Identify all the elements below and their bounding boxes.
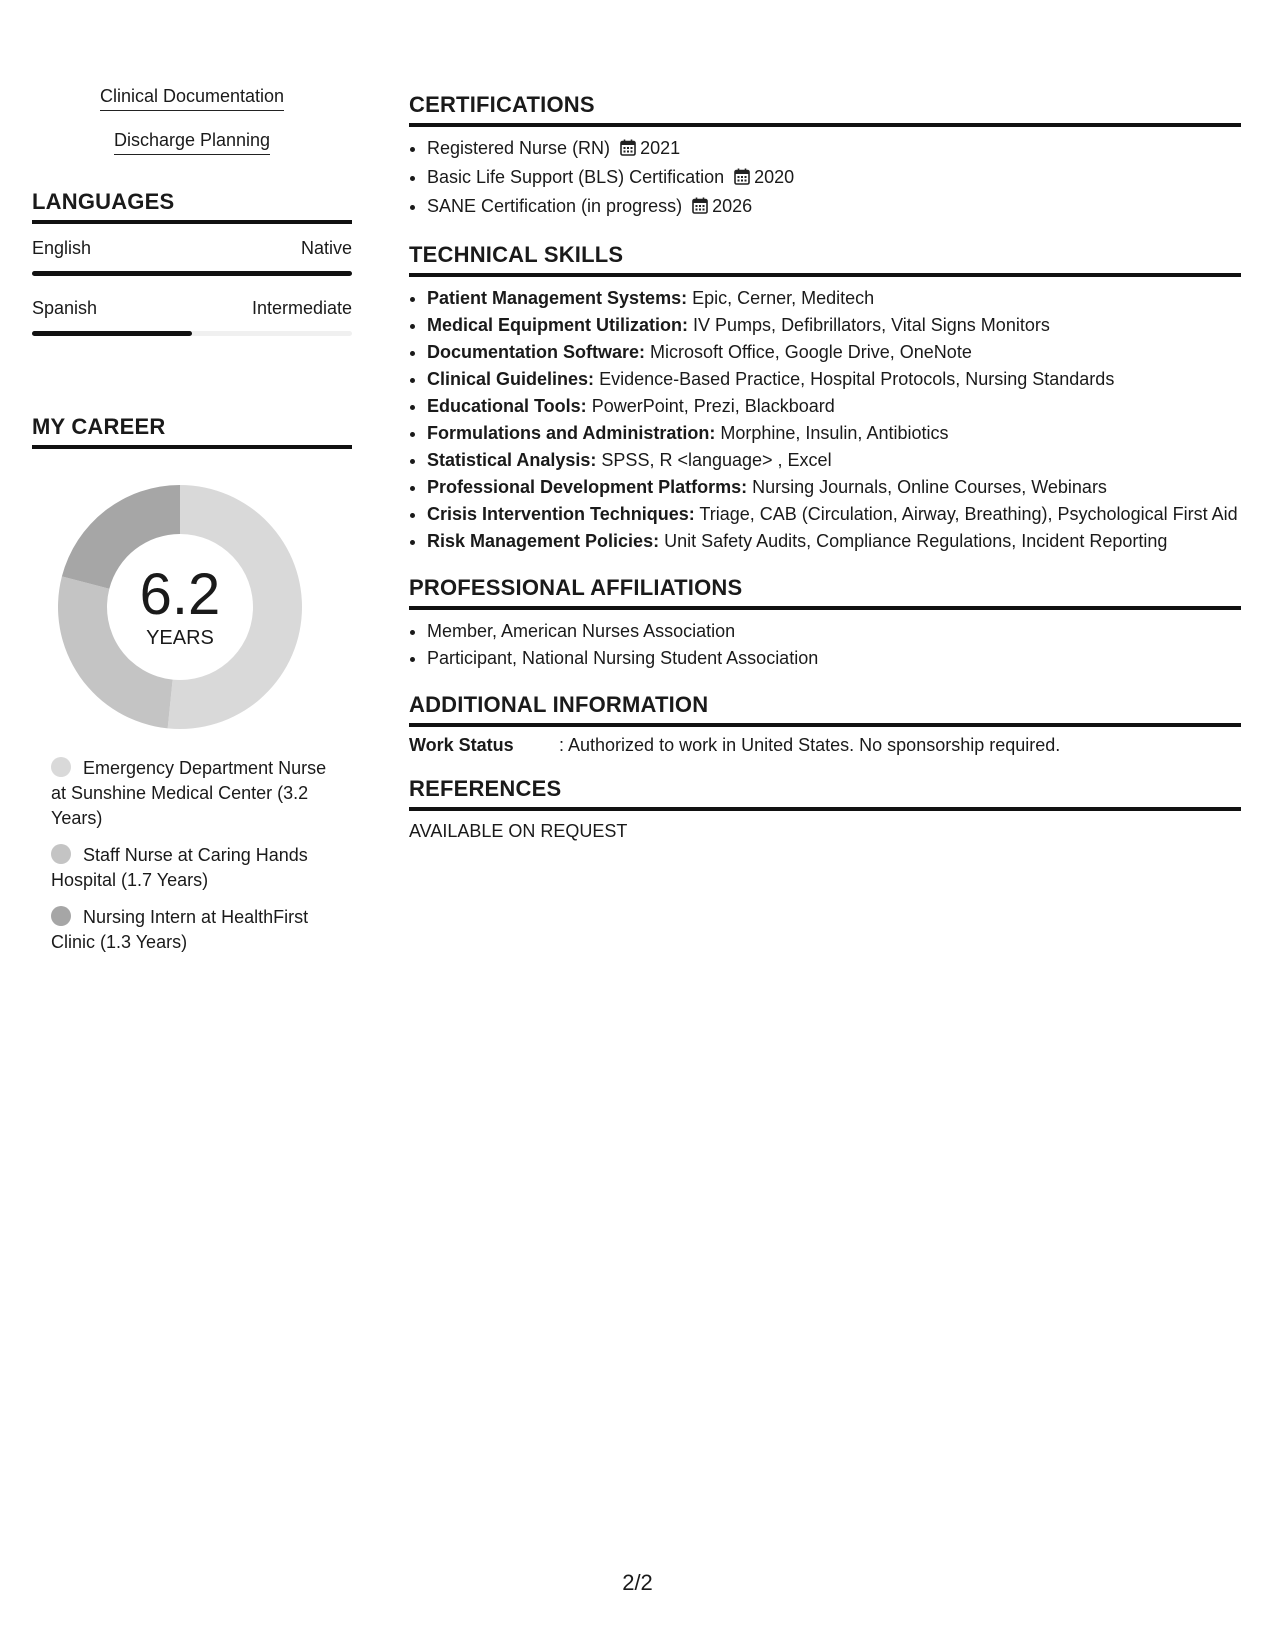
work-status-row — [409, 735, 1241, 756]
certification-item — [427, 164, 1241, 193]
technical-skills-list — [409, 285, 1241, 555]
skill-item — [427, 312, 1241, 339]
career-legend — [51, 756, 331, 955]
languages-title: LANGUAGES — [32, 189, 352, 224]
language-name: English — [32, 238, 92, 258]
language-proficiency-bar — [32, 271, 352, 276]
skill-label: Educational Tools: — [427, 396, 587, 416]
career-legend-item — [51, 905, 331, 955]
affiliation-item: • Member, American Nurses Association — [427, 618, 1241, 645]
skill-label: Formulations and Administration: — [427, 423, 716, 443]
skill-value: Unit Safety Audits, Compliance Regulations, Incident Reporting — [664, 531, 1168, 551]
language-item — [32, 298, 352, 336]
career-title: MY CAREER — [32, 414, 352, 449]
career-legend-item — [51, 843, 331, 893]
language-proficiency-fill — [32, 331, 192, 336]
skill-item — [427, 339, 1241, 366]
career-legend-label: Nursing Intern at HealthFirst Clinic (1.3 Years) — [51, 907, 309, 952]
certification-year: 2026 — [712, 196, 753, 216]
language-level: Native — [300, 238, 352, 258]
skill-item — [427, 528, 1241, 555]
skill-label: Medical Equipment Utilization: — [427, 315, 689, 335]
work-status-value: : Authorized to work in United States. No sponsorship required. — [559, 735, 1061, 755]
skill-value: Triage, CAB (Circulation, Airway, Breathing), Psychological First Aid — [699, 504, 1238, 524]
skill-label: Documentation Software: — [427, 342, 646, 362]
language-proficiency-bar — [32, 331, 352, 336]
skill-item — [427, 285, 1241, 312]
certifications-list — [409, 135, 1241, 222]
language-name: Spanish — [32, 298, 98, 318]
sidebar — [32, 84, 352, 967]
references-title: REFERENCES — [409, 776, 1241, 811]
skill-item — [427, 393, 1241, 420]
language-proficiency-fill — [32, 271, 352, 276]
career-total-years: 6.2 — [139, 561, 221, 627]
career-legend-label: Emergency Department Nurse at Sunshine Medical Center (3.2 Years) — [51, 758, 327, 828]
certification-item — [427, 193, 1241, 222]
affiliations-list — [409, 618, 1241, 672]
legend-dot-icon — [51, 757, 71, 777]
calendar-icon — [620, 137, 636, 164]
skill-value: IV Pumps, Defibrillators, Vital Signs Monitors — [693, 315, 1050, 335]
skill-value: PowerPoint, Prezi, Blackboard — [591, 396, 835, 416]
certification-name: Registered Nurse (RN) — [427, 138, 611, 158]
skill-label: Crisis Intervention Techniques: — [427, 504, 695, 524]
affiliation-item: • Participant, National Nursing Student Association — [427, 645, 1241, 672]
certification-name: SANE Certification (in progress) — [427, 196, 683, 216]
skill-tag: Discharge Planning — [114, 128, 270, 155]
skill-item — [427, 474, 1241, 501]
affiliations-title: PROFESSIONAL AFFILIATIONS — [409, 575, 1241, 610]
skill-value: SPSS, R <language> , Excel — [601, 450, 832, 470]
skill-label: Statistical Analysis: — [427, 450, 597, 470]
calendar-icon — [734, 166, 750, 193]
skill-item — [427, 447, 1241, 474]
career-donut-chart — [55, 482, 305, 732]
skill-tag: Clinical Documentation — [100, 84, 284, 111]
skill-item — [427, 420, 1241, 447]
legend-dot-icon — [51, 844, 71, 864]
career-legend-label: Staff Nurse at Caring Hands Hospital (1.7 Years) — [51, 845, 308, 890]
certification-name: Basic Life Support (BLS) Certification — [427, 167, 725, 187]
skill-value: Morphine, Insulin, Antibiotics — [720, 423, 949, 443]
calendar-icon — [692, 195, 708, 222]
skill-label: Patient Management Systems: — [427, 288, 688, 308]
skill-value: Microsoft Office, Google Drive, OneNote — [650, 342, 972, 362]
additional-info-title: ADDITIONAL INFORMATION — [409, 692, 1241, 727]
certification-year: 2020 — [754, 167, 795, 187]
work-status-label: Work Status — [409, 735, 514, 755]
references-text: AVAILABLE ON REQUEST — [409, 821, 628, 841]
certification-item — [427, 135, 1241, 164]
skill-item — [427, 501, 1241, 528]
certifications-title: CERTIFICATIONS — [409, 92, 1241, 127]
skill-label: Professional Development Platforms: — [427, 477, 748, 497]
language-item — [32, 238, 352, 276]
skill-value: Epic, Cerner, Meditech — [692, 288, 875, 308]
certification-year: 2021 — [640, 138, 681, 158]
skill-label: Clinical Guidelines: — [427, 369, 595, 389]
skill-value: Nursing Journals, Online Courses, Webinars — [752, 477, 1107, 497]
skill-item — [427, 366, 1241, 393]
technical-skills-title: TECHNICAL SKILLS — [409, 242, 1241, 277]
legend-dot-icon — [51, 906, 71, 926]
career-years-unit: YEARS — [146, 626, 214, 649]
skill-value: Evidence-Based Practice, Hospital Protocols, Nursing Standards — [599, 369, 1115, 389]
skill-label: Risk Management Policies: — [427, 531, 660, 551]
main-content — [409, 92, 1241, 842]
career-legend-item — [51, 756, 331, 831]
language-level: Intermediate — [251, 298, 352, 318]
page-number: 2/2 — [622, 1570, 653, 1595]
